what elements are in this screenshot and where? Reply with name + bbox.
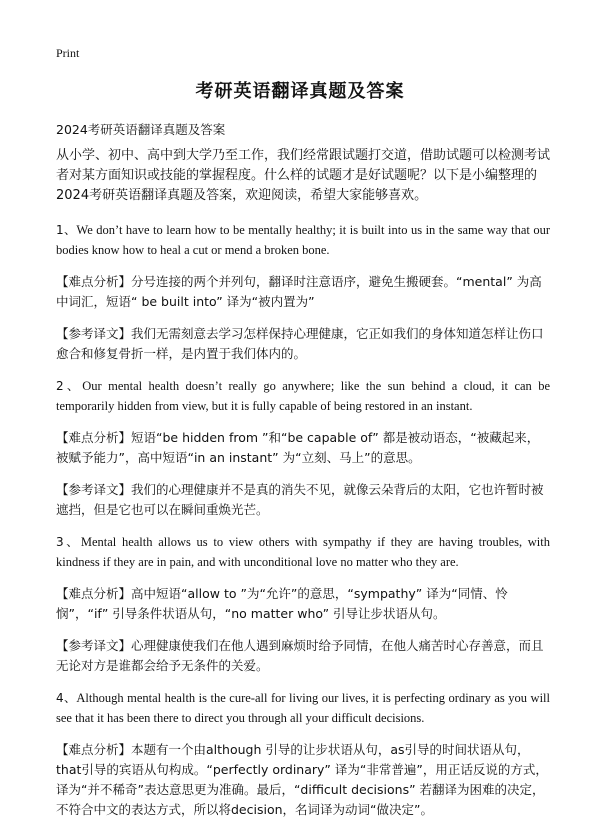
analysis-label: 【难点分析】 [56,742,132,757]
question-1-analysis-text: 分号连接的两个并列句，翻译时注意语序，避免生搬硬套。“mental” 为高中词汇，短语“ be built into” 译为“被内置为” [56,274,542,309]
question-1-translation-text: 我们无需刻意去学习怎样保持心理健康，它正如我们的身体知道怎样让伤口愈合和修复骨折一样，是内置于我们体内的。 [56,326,544,361]
translation-label: 【参考译文】 [56,326,132,341]
question-1-analysis [56,272,550,312]
question-3-text: Mental health allows us to view others with sympathy if they are having troubles, with kindness if they are in pain, and with unconditional love no matter who they are. [56,535,551,569]
question-3-number: 3、 [56,535,81,549]
page-subtitle: 2024考研英语翻译真题及答案 [56,122,226,137]
print-link[interactable]: Print [56,46,80,60]
translation-label: 【参考译文】 [56,638,132,653]
question-1-english [56,220,550,260]
question-3-analysis-text: 高中短语“allow to ”为“允许”的意思，“sympathy” 译为“同情、怜悯”，“if” 引导条件状语从句，“no matter who” 引导让步状语从句。 [56,586,508,621]
question-2-analysis-text: 短语“be hidden from ”和“be capable of” 都是被动语态，“被藏起来，被赋予能力”，高中短语“in an instant” 为“立刻、马上”的意思。 [56,430,540,465]
question-1-number: 1、 [56,223,77,237]
translation-label: 【参考译文】 [56,482,132,497]
question-4-number: 4、 [56,691,77,705]
question-4-analysis [56,740,550,820]
question-3-english [56,532,550,572]
page-title: 考研英语翻译真题及答案 [195,81,405,102]
question-2-translation [56,480,550,520]
question-2-number: 2、 [56,379,83,393]
question-3-translation [56,636,550,676]
analysis-label: 【难点分析】 [56,274,132,289]
article-body [56,146,550,832]
question-2-analysis [56,428,550,468]
question-4-text: Although mental health is the cure-all for living our lives, it is perfecting ordinary as you will see that it has been there to direct you through all your difficult decisions. [56,691,550,725]
question-2-translation-text: 我们的心理健康并不是真的消失不见，就像云朵背后的太阳，它也许暂时被遮挡，但是它也可以在瞬间重焕光芒。 [56,482,544,517]
question-1-text: We don’t have to learn how to be mentally healthy; it is built into us in the same way that our bodies know how to heal a cut or mend a broken bone. [56,223,551,257]
intro-paragraph: 从小学、初中、高中到大学乃至工作，我们经常跟试题打交道，借助试题可以检测考试者对某方面知识或技能的掌握程度。什么样的试题才是好试题呢？以下是小编整理的2024考研英语翻译真题及答案，欢迎阅读，希望大家能够喜欢。 [56,148,551,203]
analysis-label: 【难点分析】 [56,430,132,445]
question-1-translation [56,324,550,364]
question-4-analysis-text: 本题有一个由although 引导的让步状语从句，as引导的时间状语从句，that引导的宾语从句构成。“perfectly ordinary” 译为“非常普遍”，用正话反说的方式，译为“并不稀奇”表达意思更为准确。最后，“difficult decisions” 若翻译为困难的决定，不符合中文的表达方式，所以将decision，名词译为动词“做决定”。 [56,742,548,817]
question-3-analysis [56,584,550,624]
question-4-english [56,688,550,728]
question-3-translation-text: 心理健康使我们在他人遇到麻烦时给予同情，在他人痛苦时心存善意，而且无论对方是谁都会给予无条件的关爱。 [56,638,544,673]
question-2-text: Our mental health doesn’t really go anywhere; like the sun behind a cloud, it can be temporarily hidden from view, but it is fully capable of being restored in an instant. [56,379,551,413]
analysis-label: 【难点分析】 [56,586,132,601]
question-2-english [56,376,550,416]
